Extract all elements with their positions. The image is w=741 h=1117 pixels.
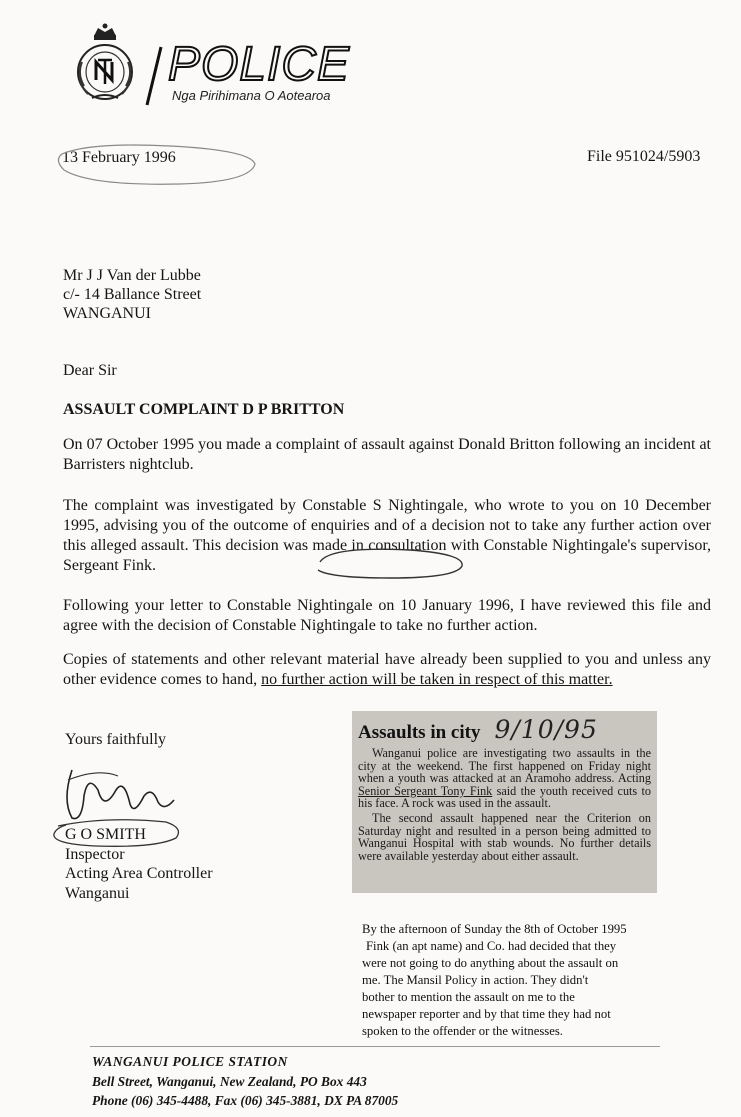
annotation-line: were not going to do anything about the assault on bbox=[362, 956, 619, 970]
police-wordmark: POLICE bbox=[168, 38, 351, 91]
hand-drawn-circle-sergeant bbox=[300, 538, 470, 582]
annotation-line: By the afternoon of Sunday the 8th of October 1995 bbox=[362, 922, 627, 936]
recipient-address: c/- 14 Ballance Street bbox=[63, 286, 202, 303]
paragraph-3: Following your letter to Constable Nightingale on 10 January 1996, I have reviewed this file and agree with the decision of Constable Nightingale to take no further action. bbox=[63, 597, 711, 634]
clipping-underlined-name: Senior Sergeant Tony Fink bbox=[358, 783, 493, 798]
annotation-line: spoken to the offender or the witnesses. bbox=[362, 1024, 563, 1038]
annotation-line: me. The Mansil Policy in action. They didn't bbox=[362, 973, 589, 987]
signer-title-1: Inspector bbox=[65, 846, 125, 863]
paragraph-1: On 07 October 1995 you made a complaint of assault against Donald Britton following an incident at Barristers nightclub. bbox=[63, 436, 711, 473]
closing: Yours faithfully bbox=[65, 731, 167, 748]
hand-drawn-circle-date bbox=[50, 138, 260, 198]
letter-date: 13 February 1996 bbox=[62, 149, 176, 166]
recipient-name: Mr J J Van der Lubbe bbox=[63, 267, 201, 284]
paragraph-4 bbox=[63, 650, 711, 690]
footer-address: Bell Street, Wanganui, New Zealand, PO Box 443 bbox=[92, 1074, 367, 1089]
signer-title-2: Acting Area Controller bbox=[65, 865, 213, 882]
signer-title-3: Wanganui bbox=[65, 885, 130, 902]
logo-slash-divider bbox=[143, 45, 165, 107]
footer-station: WANGANUI POLICE STATION bbox=[92, 1054, 288, 1069]
underlined-no-further-action: no further action will be taken in respect of this matter. bbox=[261, 671, 613, 688]
clipping-paragraph-1 bbox=[358, 747, 651, 810]
recipient-city: WANGANUI bbox=[63, 305, 151, 322]
annotation-line: Fink (an apt name) and Co. had decided that they bbox=[366, 939, 617, 953]
clipping-title: Assaults in city bbox=[358, 722, 481, 743]
footer-contact: Phone (06) 345-4488, Fax (06) 345-3881, DX PA 87005 bbox=[92, 1093, 399, 1108]
salutation: Dear Sir bbox=[63, 362, 117, 379]
clipping-paragraph-2: The second assault happened near the Criterion on Saturday night and resulted in a person being admitted to Wanganui Hospital with stab wounds. No further details were available yesterday about either assault. bbox=[358, 810, 651, 863]
annotation-line: newspaper reporter and by that time they had not bbox=[362, 1007, 611, 1021]
clipping-header bbox=[358, 715, 651, 745]
file-reference: File 951024/5903 bbox=[587, 148, 701, 165]
annotation-note bbox=[362, 921, 660, 1040]
subject-line: ASSAULT COMPLAINT D P BRITTON bbox=[63, 401, 345, 418]
newspaper-clipping bbox=[352, 711, 657, 893]
clipping-handwritten-date: 9/10/95 bbox=[494, 715, 598, 744]
police-subtitle: Nga Pirihimana O Aotearoa bbox=[172, 88, 331, 103]
annotation-line: bother to mention the assault on me to the bbox=[362, 990, 575, 1004]
clipping-text-a: Wanganui police are investigating two assaults in the city at the weekend. The first happened on Friday night when a youth was attacked at an Aramoho address. Acting bbox=[358, 746, 651, 786]
police-crest-icon bbox=[74, 22, 136, 102]
footer-divider bbox=[90, 1046, 660, 1047]
paragraph-2: The complaint was investigated by Constable S Nightingale, who wrote to you on 10 December 1995, advising you of the outcome of enquiries and of a decision not to take any further action over this alleged assault. This decision was made in consultation with Constable Nightingale's supervisor, Sergeant Fink. bbox=[63, 497, 711, 574]
paragraph-4-text: Copies of statements and other relevant material have already been supplied to you and unless any other evidence comes to hand, bbox=[63, 651, 711, 688]
clipping-text-b: said the youth received cuts to his face. A rock was used in the assault. bbox=[358, 783, 651, 811]
signer-name: G O SMITH bbox=[65, 826, 146, 843]
